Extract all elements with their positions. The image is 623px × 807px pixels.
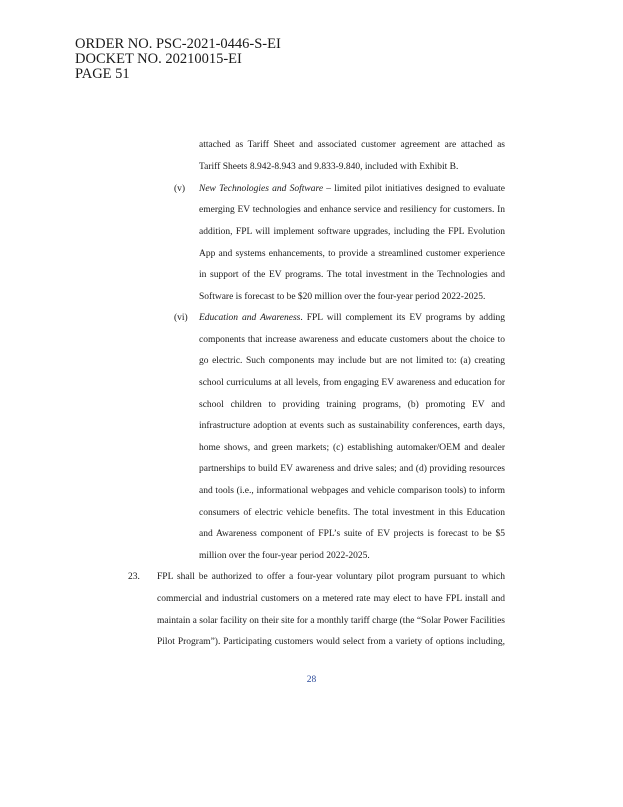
body-line: school curriculums at all levels, from engaging EV awareness and education for [199, 378, 505, 388]
item-label: (vi) [174, 313, 188, 323]
body-line: and tools (i.e., informational webpages and vehicle comparison tools) to inform [199, 486, 505, 496]
body-line: emerging EV technologies and enhance service and resiliency for customers. In [199, 205, 505, 215]
item-title: Education and Awareness [199, 313, 301, 323]
body-line: attached as Tariff Sheet and associated customer agreement are attached as [199, 140, 505, 150]
body-line: partnerships to build EV awareness and drive sales; and (d) providing resources [199, 464, 505, 474]
body-line: million over the four-year period 2022-2025. [199, 551, 370, 561]
body-line: Pilot Program”). Participating customers would select from a variety of options including, [157, 637, 505, 647]
header-page-number: PAGE 51 [75, 66, 130, 82]
item-first-line-rest: . FPL will complement its EV programs by adding [300, 313, 505, 323]
body-line: FPL shall be authorized to offer a four-year voluntary pilot program pursuant to which [157, 572, 505, 582]
body-line: components that increase awareness and educate customers about the choice to [199, 335, 505, 345]
body-line: and Awareness component of FPL’s suite of EV projects is forecast to be $5 [199, 529, 505, 539]
paragraph-number: 23. [128, 572, 140, 582]
body-line: infrastructure adoption at events such as sustainability conferences, earth days, [199, 421, 505, 431]
body-line: consumers of electric vehicle benefits. The total investment in this Education [199, 508, 505, 518]
item-first-line [199, 184, 505, 194]
item-first-line-rest: – limited pilot initiatives designed to evaluate [323, 184, 505, 194]
body-line: home shows, and green markets; (c) establishing automaker/OEM and dealer [199, 443, 505, 453]
order-number: ORDER NO. PSC-2021-0446-S-EI [75, 36, 281, 52]
item-title: New Technologies and Software [199, 184, 324, 194]
body-line: in support of the EV programs. The total investment in the Technologies and [199, 270, 505, 280]
document-header [75, 37, 281, 82]
body-line: App and systems enhancements, to provide a streamlined customer experience [199, 249, 505, 259]
body-line: addition, FPL will implement software upgrades, including the FPL Evolution [199, 227, 505, 237]
body-line: Tariff Sheets 8.942-8.943 and 9.833-9.840, included with Exhibit B. [199, 162, 459, 172]
body-line: go electric. Such components may include but are not limited to: (a) creating [199, 356, 505, 366]
body-line: maintain a solar facility on their site for a monthly tariff charge (the “Solar Power Facilities [157, 616, 505, 626]
item-label: (v) [174, 184, 186, 194]
body-line: Software is forecast to be $20 million over the four-year period 2022-2025. [199, 292, 486, 302]
body-line: school children to providing training programs, (b) promoting EV and [199, 400, 505, 410]
body-line: commercial and industrial customers on a metered rate may elect to have FPL install and [157, 594, 505, 604]
item-first-line [199, 313, 505, 323]
page-number: 28 [306, 675, 317, 685]
docket-number: DOCKET NO. 20210015-EI [75, 51, 242, 67]
